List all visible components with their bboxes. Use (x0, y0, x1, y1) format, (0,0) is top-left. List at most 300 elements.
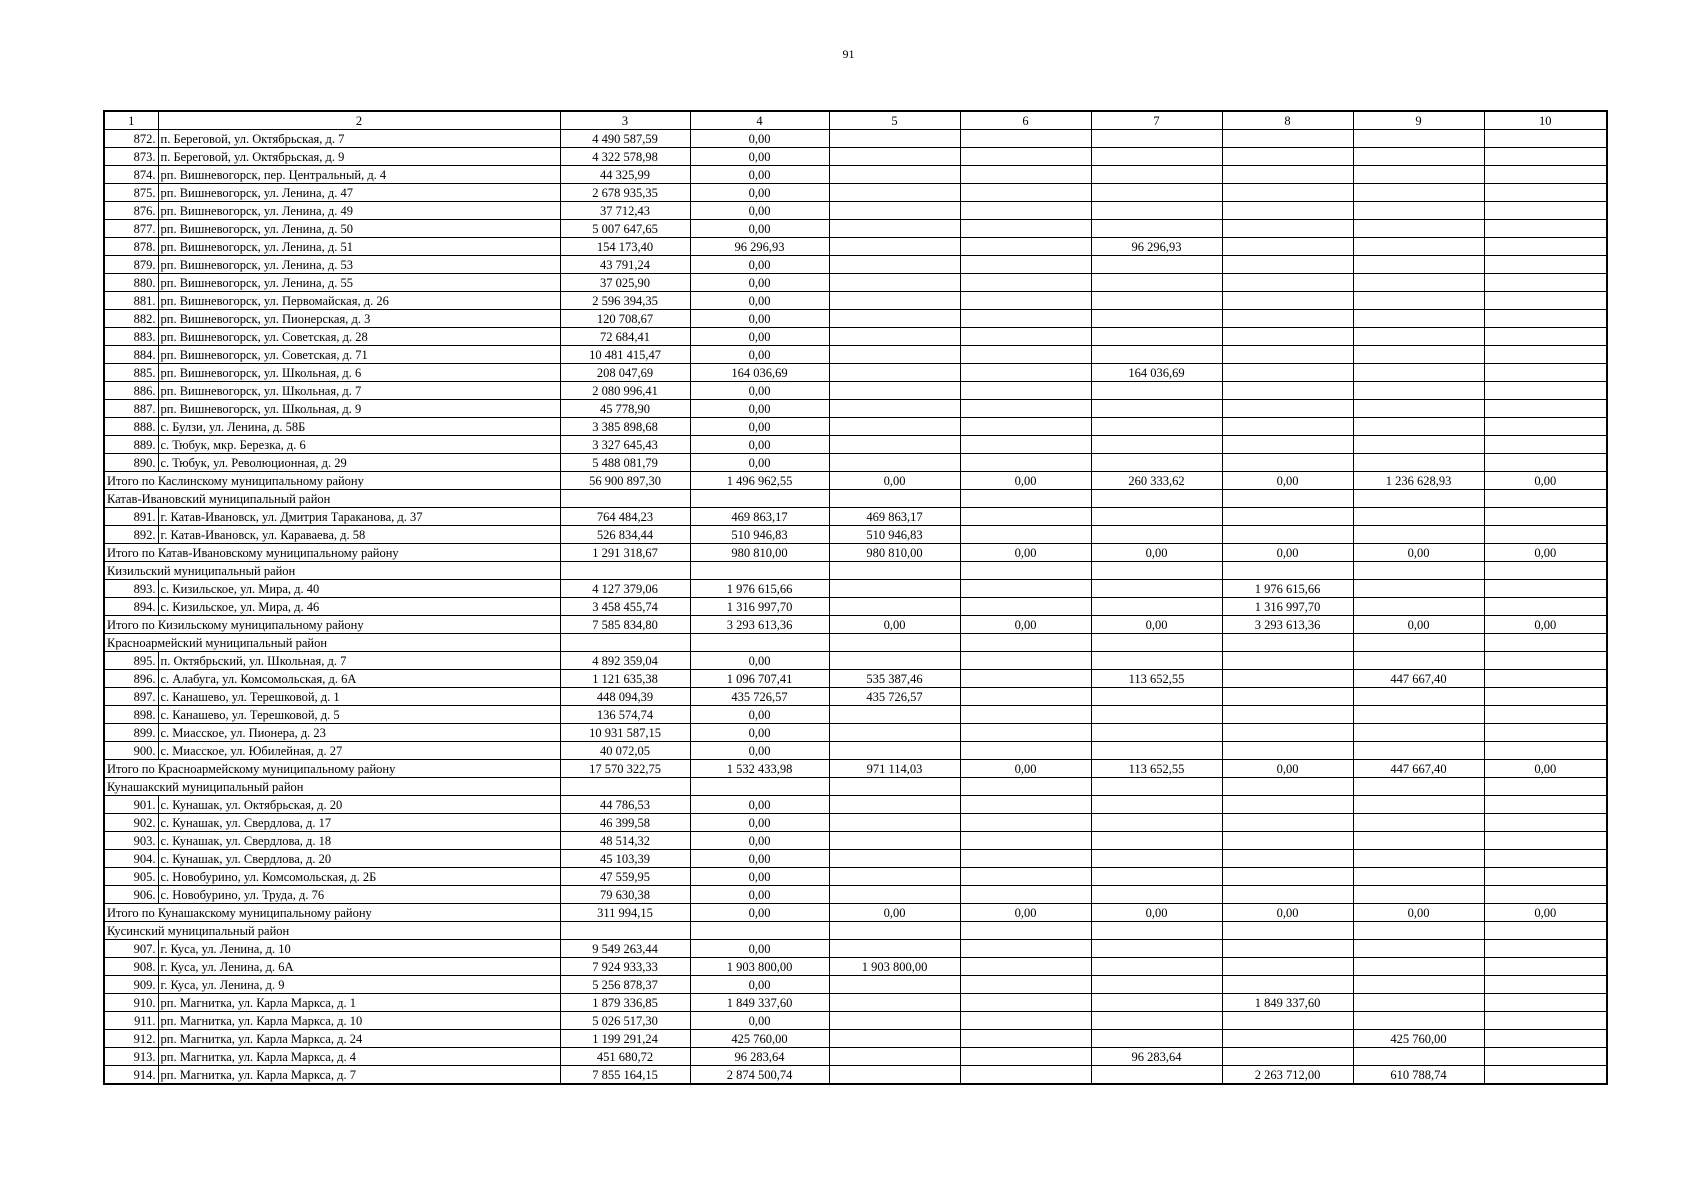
amount-col-7 (1091, 292, 1222, 310)
empty-cell (829, 778, 960, 796)
amount-col-9 (1353, 958, 1484, 976)
amount-col-3: 9 549 263,44 (560, 940, 690, 958)
table-row (104, 1048, 1607, 1066)
amount-col-7 (1091, 256, 1222, 274)
total-col-10: 0,00 (1484, 616, 1607, 634)
amount-col-4: 0,00 (690, 886, 829, 904)
amount-col-7 (1091, 814, 1222, 832)
amount-col-5 (829, 796, 960, 814)
table-row (104, 976, 1607, 994)
amount-col-7 (1091, 346, 1222, 364)
address: п. Береговой, ул. Октябрьская, д. 9 (158, 148, 560, 166)
amount-col-8 (1222, 1030, 1353, 1048)
address: п. Октябрьский, ул. Школьная, д. 7 (158, 652, 560, 670)
amount-col-7 (1091, 724, 1222, 742)
total-col-7: 0,00 (1091, 616, 1222, 634)
amount-col-5 (829, 994, 960, 1012)
amount-col-3: 1 121 635,38 (560, 670, 690, 688)
amount-col-10 (1484, 400, 1607, 418)
amount-col-4: 0,00 (690, 742, 829, 760)
amount-col-8 (1222, 418, 1353, 436)
amount-col-6 (960, 526, 1091, 544)
amount-col-5 (829, 454, 960, 472)
table-row (104, 1066, 1607, 1085)
amount-col-10 (1484, 238, 1607, 256)
total-col-7: 260 333,62 (1091, 472, 1222, 490)
amount-col-6 (960, 1030, 1091, 1048)
table-row (104, 436, 1607, 454)
amount-col-6 (960, 310, 1091, 328)
row-number: 878. (104, 238, 158, 256)
amount-col-6 (960, 508, 1091, 526)
table-row (104, 886, 1607, 904)
total-col-10: 0,00 (1484, 904, 1607, 922)
total-col-3: 7 585 834,80 (560, 616, 690, 634)
amount-col-9 (1353, 868, 1484, 886)
address: рп. Вишневогорск, ул. Ленина, д. 53 (158, 256, 560, 274)
address: с. Булзи, ул. Ленина, д. 58Б (158, 418, 560, 436)
district-section-row (104, 922, 1607, 940)
amount-col-6 (960, 940, 1091, 958)
empty-cell (1222, 562, 1353, 580)
amount-col-8 (1222, 1048, 1353, 1066)
amount-col-3: 451 680,72 (560, 1048, 690, 1066)
row-number: 887. (104, 400, 158, 418)
amount-col-9 (1353, 814, 1484, 832)
amount-col-4: 435 726,57 (690, 688, 829, 706)
amount-col-5 (829, 238, 960, 256)
address: г. Катав-Ивановск, ул. Дмитрия Тараканова, д. 37 (158, 508, 560, 526)
total-col-7: 113 652,55 (1091, 760, 1222, 778)
address: с. Кизильское, ул. Мира, д. 46 (158, 598, 560, 616)
amount-col-8 (1222, 238, 1353, 256)
district-total-row (104, 544, 1607, 562)
amount-col-5 (829, 328, 960, 346)
total-col-8: 0,00 (1222, 544, 1353, 562)
amount-col-10 (1484, 832, 1607, 850)
row-number: 902. (104, 814, 158, 832)
amount-col-9 (1353, 850, 1484, 868)
amount-col-3: 45 103,39 (560, 850, 690, 868)
amount-col-6 (960, 976, 1091, 994)
amount-col-5 (829, 382, 960, 400)
amount-col-9 (1353, 652, 1484, 670)
amount-col-5 (829, 418, 960, 436)
amount-col-10 (1484, 814, 1607, 832)
amount-col-7 (1091, 1012, 1222, 1030)
row-number: 873. (104, 148, 158, 166)
amount-col-7 (1091, 850, 1222, 868)
total-col-5: 0,00 (829, 616, 960, 634)
amount-col-7 (1091, 652, 1222, 670)
amount-col-9 (1353, 148, 1484, 166)
amount-col-9 (1353, 292, 1484, 310)
total-col-5: 0,00 (829, 904, 960, 922)
amount-col-6 (960, 382, 1091, 400)
amount-col-4: 1 096 707,41 (690, 670, 829, 688)
amount-col-5 (829, 292, 960, 310)
amount-col-3: 48 514,32 (560, 832, 690, 850)
row-number: 890. (104, 454, 158, 472)
amount-col-5 (829, 364, 960, 382)
amount-col-8 (1222, 166, 1353, 184)
empty-cell (690, 490, 829, 508)
total-col-9: 0,00 (1353, 616, 1484, 634)
table-row (104, 598, 1607, 616)
amount-col-6 (960, 742, 1091, 760)
amount-col-9 (1353, 994, 1484, 1012)
total-label: Итого по Кунашакскому муниципальному району (104, 904, 560, 922)
amount-col-9 (1353, 166, 1484, 184)
amount-col-9 (1353, 1012, 1484, 1030)
row-number: 906. (104, 886, 158, 904)
amount-col-6 (960, 220, 1091, 238)
amount-col-5 (829, 202, 960, 220)
total-col-9: 447 667,40 (1353, 760, 1484, 778)
amount-col-10 (1484, 346, 1607, 364)
empty-cell (1353, 634, 1484, 652)
address: г. Куса, ул. Ленина, д. 6А (158, 958, 560, 976)
amount-col-7 (1091, 148, 1222, 166)
amount-col-7 (1091, 1030, 1222, 1048)
amount-col-4: 0,00 (690, 274, 829, 292)
amount-col-8 (1222, 400, 1353, 418)
amount-col-4: 0,00 (690, 652, 829, 670)
amount-col-6 (960, 238, 1091, 256)
amount-col-4: 0,00 (690, 940, 829, 958)
table-row (104, 220, 1607, 238)
table-row (104, 382, 1607, 400)
row-number: 889. (104, 436, 158, 454)
empty-cell (1353, 778, 1484, 796)
amount-col-6 (960, 328, 1091, 346)
empty-cell (690, 562, 829, 580)
amount-col-4: 0,00 (690, 202, 829, 220)
amount-col-5 (829, 850, 960, 868)
amount-col-3: 44 325,99 (560, 166, 690, 184)
empty-cell (690, 922, 829, 940)
amount-col-4: 425 760,00 (690, 1030, 829, 1048)
amount-col-3: 3 385 898,68 (560, 418, 690, 436)
amount-col-10 (1484, 598, 1607, 616)
total-col-4: 3 293 613,36 (690, 616, 829, 634)
amount-col-3: 37 712,43 (560, 202, 690, 220)
amount-col-7 (1091, 706, 1222, 724)
amount-col-4: 0,00 (690, 724, 829, 742)
amount-col-4: 0,00 (690, 292, 829, 310)
row-number: 900. (104, 742, 158, 760)
empty-cell (960, 778, 1091, 796)
amount-col-6 (960, 274, 1091, 292)
amount-col-6 (960, 724, 1091, 742)
amount-col-4: 1 849 337,60 (690, 994, 829, 1012)
amount-col-10 (1484, 508, 1607, 526)
amount-col-3: 37 025,90 (560, 274, 690, 292)
amount-col-6 (960, 598, 1091, 616)
table-row (104, 292, 1607, 310)
table-row (104, 508, 1607, 526)
empty-cell (1222, 490, 1353, 508)
amount-col-6 (960, 832, 1091, 850)
empty-cell (1222, 778, 1353, 796)
row-number: 903. (104, 832, 158, 850)
amount-col-7 (1091, 454, 1222, 472)
row-number: 874. (104, 166, 158, 184)
total-col-3: 311 994,15 (560, 904, 690, 922)
table-row (104, 868, 1607, 886)
col-header-10: 10 (1484, 111, 1607, 130)
amount-col-6 (960, 958, 1091, 976)
amount-col-10 (1484, 220, 1607, 238)
amount-col-7 (1091, 310, 1222, 328)
amount-col-9 (1353, 796, 1484, 814)
total-label: Итого по Кизильскому муниципальному району (104, 616, 560, 634)
row-number: 875. (104, 184, 158, 202)
empty-cell (960, 922, 1091, 940)
district-section-row (104, 778, 1607, 796)
amount-col-5 (829, 274, 960, 292)
empty-cell (1484, 634, 1607, 652)
table-row (104, 796, 1607, 814)
address: с. Новобурино, ул. Труда, д. 76 (158, 886, 560, 904)
total-col-6: 0,00 (960, 616, 1091, 634)
amount-col-6 (960, 652, 1091, 670)
empty-cell (1484, 922, 1607, 940)
amount-col-3: 46 399,58 (560, 814, 690, 832)
amount-col-3: 10 481 415,47 (560, 346, 690, 364)
amount-col-6 (960, 688, 1091, 706)
amount-col-9 (1353, 184, 1484, 202)
amount-col-3: 2 080 996,41 (560, 382, 690, 400)
amount-col-9 (1353, 832, 1484, 850)
amount-col-10 (1484, 1066, 1607, 1085)
amount-col-4: 0,00 (690, 1012, 829, 1030)
total-col-8: 0,00 (1222, 760, 1353, 778)
total-col-5: 0,00 (829, 472, 960, 490)
total-col-4: 1 496 962,55 (690, 472, 829, 490)
amount-col-3: 154 173,40 (560, 238, 690, 256)
amount-col-3: 4 322 578,98 (560, 148, 690, 166)
amount-col-4: 0,00 (690, 796, 829, 814)
address: с. Кизильское, ул. Мира, д. 40 (158, 580, 560, 598)
amount-col-5: 510 946,83 (829, 526, 960, 544)
col-header-7: 7 (1091, 111, 1222, 130)
amount-col-7 (1091, 526, 1222, 544)
empty-cell (560, 922, 690, 940)
total-col-6: 0,00 (960, 544, 1091, 562)
amount-col-3: 10 931 587,15 (560, 724, 690, 742)
amount-col-3: 526 834,44 (560, 526, 690, 544)
amount-col-5 (829, 652, 960, 670)
row-number: 908. (104, 958, 158, 976)
amount-col-5: 535 387,46 (829, 670, 960, 688)
amount-col-7 (1091, 688, 1222, 706)
table-row (104, 274, 1607, 292)
amount-col-5: 435 726,57 (829, 688, 960, 706)
amount-col-3: 47 559,95 (560, 868, 690, 886)
amount-col-8 (1222, 328, 1353, 346)
amount-col-6 (960, 256, 1091, 274)
total-label: Итого по Каслинскому муниципальному району (104, 472, 560, 490)
total-col-9: 0,00 (1353, 904, 1484, 922)
address: рп. Вишневогорск, ул. Ленина, д. 55 (158, 274, 560, 292)
total-col-10: 0,00 (1484, 544, 1607, 562)
total-col-3: 17 570 322,75 (560, 760, 690, 778)
empty-cell (829, 490, 960, 508)
amount-col-6 (960, 148, 1091, 166)
table-row (104, 832, 1607, 850)
amount-col-8 (1222, 706, 1353, 724)
empty-cell (1091, 922, 1222, 940)
row-number: 884. (104, 346, 158, 364)
amount-col-6 (960, 292, 1091, 310)
table-row (104, 418, 1607, 436)
amount-col-3: 2 678 935,35 (560, 184, 690, 202)
total-col-4: 0,00 (690, 904, 829, 922)
amount-col-9: 425 760,00 (1353, 1030, 1484, 1048)
amount-col-9 (1353, 688, 1484, 706)
amount-col-8 (1222, 382, 1353, 400)
amount-col-7 (1091, 886, 1222, 904)
col-header-1: 1 (104, 111, 158, 130)
amount-col-6 (960, 346, 1091, 364)
amount-col-7: 96 283,64 (1091, 1048, 1222, 1066)
row-number: 888. (104, 418, 158, 436)
amount-col-5 (829, 148, 960, 166)
amount-col-3: 448 094,39 (560, 688, 690, 706)
amount-col-9 (1353, 400, 1484, 418)
amount-col-5 (829, 436, 960, 454)
amount-col-6 (960, 184, 1091, 202)
amount-col-4: 96 296,93 (690, 238, 829, 256)
amount-col-8 (1222, 292, 1353, 310)
col-header-9: 9 (1353, 111, 1484, 130)
col-header-5: 5 (829, 111, 960, 130)
amount-col-8 (1222, 742, 1353, 760)
amount-col-3: 72 684,41 (560, 328, 690, 346)
empty-cell (1353, 922, 1484, 940)
total-col-4: 1 532 433,98 (690, 760, 829, 778)
amount-col-8 (1222, 184, 1353, 202)
amount-col-10 (1484, 364, 1607, 382)
amount-col-8 (1222, 796, 1353, 814)
amount-col-4: 0,00 (690, 346, 829, 364)
amount-col-10 (1484, 436, 1607, 454)
address: рп. Вишневогорск, ул. Советская, д. 71 (158, 346, 560, 364)
amount-col-6 (960, 670, 1091, 688)
address: с. Кунашак, ул. Свердлова, д. 17 (158, 814, 560, 832)
amount-col-5 (829, 724, 960, 742)
amount-col-9 (1353, 382, 1484, 400)
amount-col-7 (1091, 1066, 1222, 1085)
amount-col-5 (829, 346, 960, 364)
address: с. Кунашак, ул. Свердлова, д. 18 (158, 832, 560, 850)
amount-col-5 (829, 310, 960, 328)
amount-col-5 (829, 400, 960, 418)
district-name: Катав-Ивановский муниципальный район (104, 490, 560, 508)
amount-col-8 (1222, 688, 1353, 706)
table-row (104, 940, 1607, 958)
table-row (104, 706, 1607, 724)
district-total-row (104, 616, 1607, 634)
amount-col-8 (1222, 202, 1353, 220)
amount-col-6 (960, 166, 1091, 184)
row-number: 913. (104, 1048, 158, 1066)
amount-col-3: 79 630,38 (560, 886, 690, 904)
table-row (104, 166, 1607, 184)
amount-col-3: 120 708,67 (560, 310, 690, 328)
amount-col-8 (1222, 886, 1353, 904)
amount-col-3: 5 026 517,30 (560, 1012, 690, 1030)
amount-col-5 (829, 1048, 960, 1066)
amount-col-4: 0,00 (690, 382, 829, 400)
amount-col-5 (829, 580, 960, 598)
amount-col-8: 2 263 712,00 (1222, 1066, 1353, 1085)
amount-col-6 (960, 706, 1091, 724)
amount-col-9 (1353, 130, 1484, 148)
amount-col-8 (1222, 256, 1353, 274)
empty-cell (690, 634, 829, 652)
amount-col-10 (1484, 274, 1607, 292)
address: рп. Магнитка, ул. Карла Маркса, д. 10 (158, 1012, 560, 1030)
amount-col-8 (1222, 832, 1353, 850)
amount-col-5 (829, 1066, 960, 1085)
total-col-7: 0,00 (1091, 544, 1222, 562)
amount-col-10 (1484, 418, 1607, 436)
amount-col-8 (1222, 850, 1353, 868)
amount-col-5 (829, 742, 960, 760)
amount-col-10 (1484, 796, 1607, 814)
amount-col-6 (960, 868, 1091, 886)
total-col-6: 0,00 (960, 760, 1091, 778)
empty-cell (960, 562, 1091, 580)
address: с. Тюбук, мкр. Березка, д. 6 (158, 436, 560, 454)
table-row (104, 1012, 1607, 1030)
amount-col-7 (1091, 976, 1222, 994)
district-total-row (104, 472, 1607, 490)
total-col-6: 0,00 (960, 904, 1091, 922)
amount-col-4: 0,00 (690, 814, 829, 832)
amount-col-7 (1091, 832, 1222, 850)
empty-cell (1353, 490, 1484, 508)
amount-col-4: 0,00 (690, 454, 829, 472)
address: с. Кунашак, ул. Октябрьская, д. 20 (158, 796, 560, 814)
amount-col-6 (960, 130, 1091, 148)
address: п. Береговой, ул. Октябрьская, д. 7 (158, 130, 560, 148)
empty-cell (1222, 634, 1353, 652)
page-number: 91 (842, 47, 855, 61)
amount-col-4: 0,00 (690, 868, 829, 886)
amount-col-7 (1091, 202, 1222, 220)
amount-col-5 (829, 832, 960, 850)
amount-col-5 (829, 598, 960, 616)
amount-col-3: 5 488 081,79 (560, 454, 690, 472)
amount-col-8 (1222, 364, 1353, 382)
amount-col-4: 0,00 (690, 436, 829, 454)
amount-col-3: 4 127 379,06 (560, 580, 690, 598)
amount-col-7: 96 296,93 (1091, 238, 1222, 256)
table-row (104, 652, 1607, 670)
col-header-2: 2 (158, 111, 560, 130)
amount-col-9 (1353, 580, 1484, 598)
amount-col-9 (1353, 598, 1484, 616)
row-number: 911. (104, 1012, 158, 1030)
amount-col-7 (1091, 274, 1222, 292)
amount-col-7 (1091, 580, 1222, 598)
address: рп. Вишневогорск, ул. Ленина, д. 49 (158, 202, 560, 220)
amount-col-8 (1222, 526, 1353, 544)
amount-col-10 (1484, 580, 1607, 598)
